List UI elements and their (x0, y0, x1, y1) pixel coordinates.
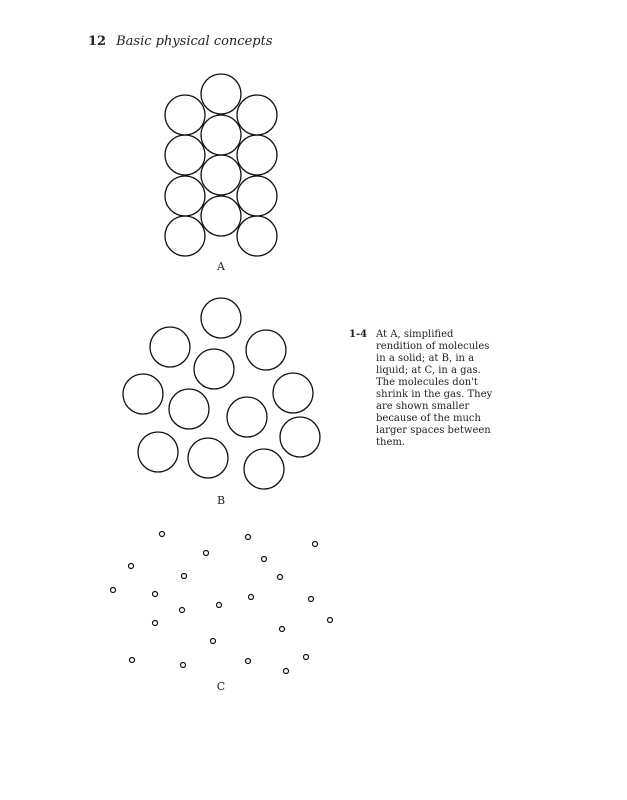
solid-molecule (237, 216, 277, 256)
gas-molecule (309, 597, 314, 602)
liquid-molecules-diagram (123, 298, 320, 489)
liquid-molecule (138, 432, 178, 472)
gas-molecule (211, 639, 216, 644)
running-title: Basic physical concepts (116, 34, 273, 49)
solid-molecule (201, 196, 241, 236)
gas-molecule (180, 608, 185, 613)
gas-molecule (313, 542, 318, 547)
panel-label-b: B (216, 494, 226, 507)
liquid-molecule (169, 389, 209, 429)
gas-molecule (246, 659, 251, 664)
page-number: 12 (88, 34, 107, 49)
solid-molecule (237, 95, 277, 135)
gas-molecule (181, 663, 186, 668)
solid-molecule (165, 216, 205, 256)
gas-molecules-diagram (111, 532, 333, 674)
gas-molecule (153, 621, 158, 626)
liquid-molecule (273, 373, 313, 413)
solid-molecule (201, 115, 241, 155)
gas-molecule (278, 575, 283, 580)
solid-molecule (237, 135, 277, 175)
solid-molecules-diagram (165, 74, 277, 256)
gas-molecule (328, 618, 333, 623)
figure-number: 1-4 (349, 329, 368, 340)
liquid-molecule (244, 449, 284, 489)
solid-molecule (165, 95, 205, 135)
gas-molecule (217, 603, 222, 608)
gas-molecule (129, 564, 134, 569)
gas-molecule (130, 658, 135, 663)
liquid-molecule (246, 330, 286, 370)
liquid-molecule (280, 417, 320, 457)
gas-molecule (280, 627, 285, 632)
liquid-molecule (188, 438, 228, 478)
solid-molecule (165, 135, 205, 175)
solid-molecule (201, 155, 241, 195)
figure-caption (349, 329, 509, 449)
liquid-molecule (123, 374, 163, 414)
panel-label-a: A (217, 260, 225, 273)
liquid-molecule (201, 298, 241, 338)
gas-molecule (249, 595, 254, 600)
figure-caption-text: At A, simplified rendition of molecules in a solid; at B, in a liquid; at C, in a gas. The molecules don't shrink in the gas. They are shown smaller because of the much larger spaces between them. (376, 329, 493, 448)
solid-molecule (165, 176, 205, 216)
solid-molecule (201, 74, 241, 114)
solid-molecule (237, 176, 277, 216)
gas-molecule (153, 592, 158, 597)
gas-molecule (262, 557, 267, 562)
gas-molecule (111, 588, 116, 593)
gas-molecule (304, 655, 309, 660)
gas-molecule (246, 535, 251, 540)
gas-molecule (182, 574, 187, 579)
gas-molecule (160, 532, 165, 537)
liquid-molecule (150, 327, 190, 367)
gas-molecule (204, 551, 209, 556)
panel-label-c: C (216, 680, 226, 693)
gas-molecule (284, 669, 289, 674)
liquid-molecule (227, 397, 267, 437)
liquid-molecule (194, 349, 234, 389)
